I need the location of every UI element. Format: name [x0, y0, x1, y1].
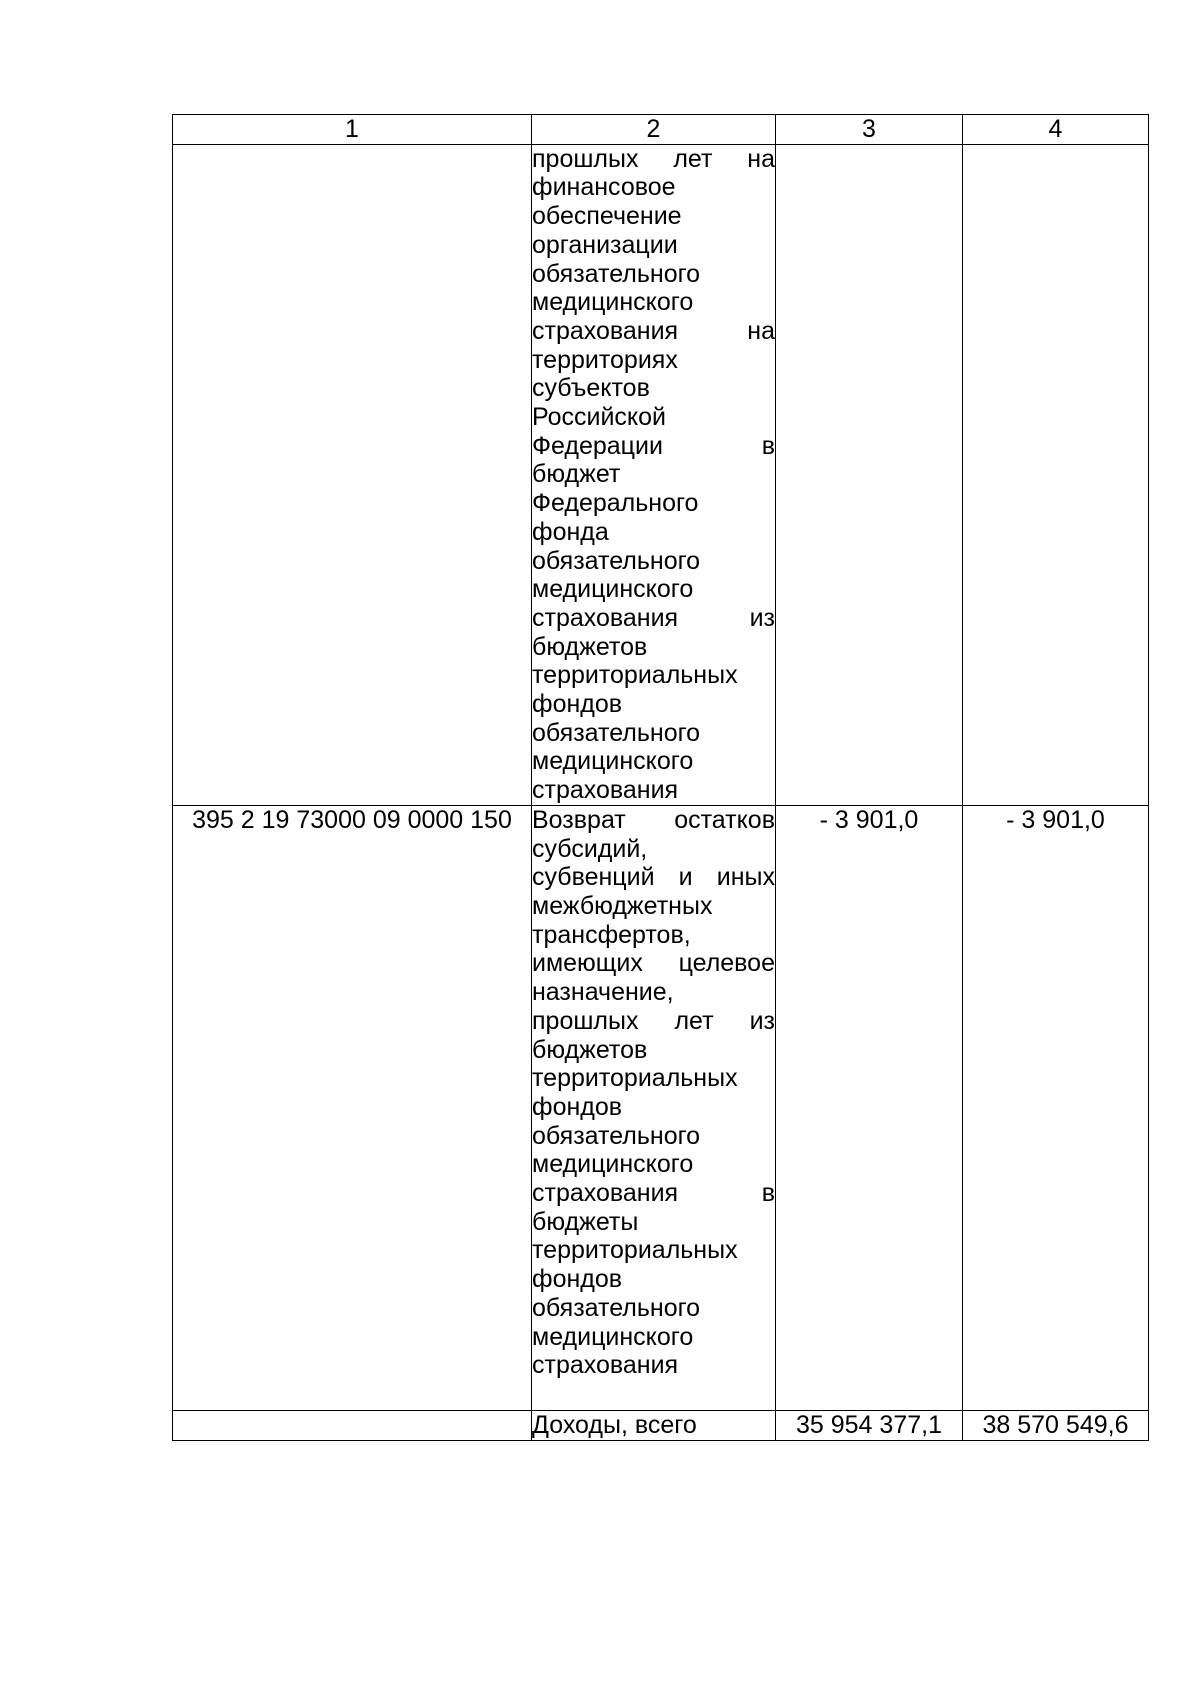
- row-code-cell: 395 2 19 73000 09 0000 150: [173, 805, 532, 1410]
- column-header-4: 4: [963, 115, 1149, 145]
- column-header-2: 2: [532, 115, 776, 145]
- row-description-cell: прошлых лет на финансовое обеспечение организации обязательного медицинского страхования на территориях субъектов Российской Федерации в бюджет Федерального фонда обязательного медицинского страхования из бюджетов территориальных фондов обязательного медицинского страхования: [532, 144, 775, 805]
- total-value-3-cell: 35 954 377,1: [776, 1410, 963, 1440]
- total-code-cell: [173, 1410, 532, 1440]
- table-row: [173, 144, 1149, 805]
- row-value-3-cell: [776, 144, 963, 805]
- row-value-3-cell: - 3 901,0: [776, 805, 963, 1410]
- table-row: [173, 805, 1149, 1410]
- row-value-4-cell: - 3 901,0: [963, 805, 1149, 1410]
- row-value-4-cell: [963, 144, 1149, 805]
- column-header-1: 1: [173, 115, 532, 145]
- column-header-3: 3: [776, 115, 963, 145]
- table-header-row: [173, 115, 1149, 145]
- total-value-4-cell: 38 570 549,6: [963, 1410, 1149, 1440]
- budget-table: [172, 114, 1149, 1441]
- total-label-cell: Доходы, всего: [532, 1410, 776, 1440]
- total-row: [173, 1410, 1149, 1440]
- row-code-cell: [173, 144, 532, 805]
- row-description-cell: Возврат остатков субсидий, субвенций и иных межбюджетных трансфертов, имеющих целевое назначение, прошлых лет из бюджетов территориальных фондов обязательного медицинского страхования в бюджеты территориальных фондов обязательного медицинского страхования: [532, 805, 776, 1410]
